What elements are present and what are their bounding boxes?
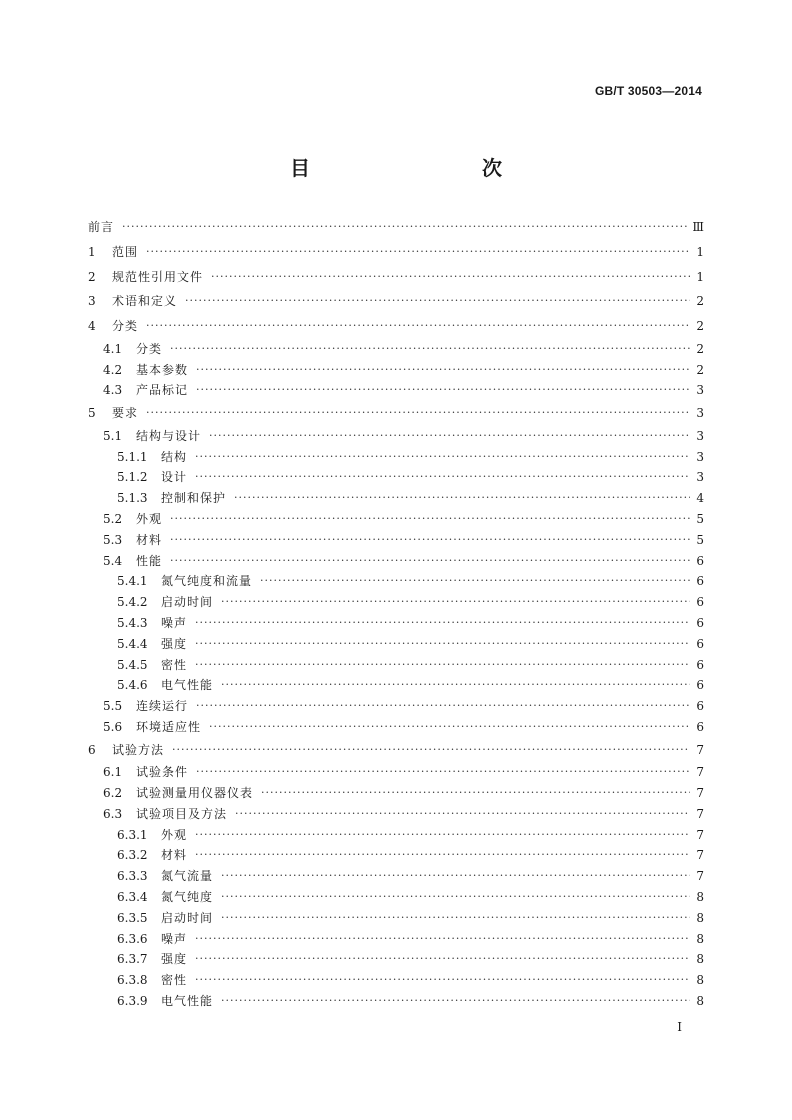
toc-entry-number: 5.4.1 [117,574,148,589]
toc-entry[interactable] [88,613,704,634]
toc-entry[interactable] [88,592,704,613]
toc-entry[interactable] [88,214,704,240]
toc-leader-dots [170,512,690,526]
toc-entry-label: 结构 [161,449,188,464]
toc-entry-number: 5.4.4 [117,636,148,651]
toc-entry-number: 5.4.6 [117,678,148,693]
toc-entry-label: 试验方法 [112,742,165,757]
toc-entry-label: 材料 [161,848,188,863]
toc-entry-number: 6.3.5 [117,910,148,925]
toc-leader-dots [221,678,690,692]
toc-entry-label: 分类 [112,319,139,334]
toc-entry-label: 规范性引用文件 [112,269,204,284]
toc-entry-label: 强度 [161,952,188,967]
page-folio: I [677,1020,682,1034]
toc-entry-label: 试验项目及方法 [136,806,228,821]
toc-entry-page: 2 [696,294,704,309]
toc-leader-dots [195,450,690,464]
toc-leader-dots [185,294,690,308]
toc-leader-dots [146,319,690,333]
toc-entry[interactable] [88,737,704,762]
toc-entry[interactable] [88,991,704,1012]
toc-entry[interactable] [88,970,704,991]
toc-leader-dots [260,574,690,588]
toc-leader-dots [195,470,690,484]
toc-entry-number: 6.3.1 [117,827,148,842]
toc-entry-page: 6 [696,595,704,610]
toc-entry-label: 环境适应性 [136,719,202,734]
toc-entry-number: 5.1.1 [117,449,148,464]
toc-entry-page: 1 [696,245,704,260]
toc-entry-page: 3 [696,406,704,421]
toc-leader-dots [195,973,690,987]
toc-entry-label: 试验条件 [136,765,189,780]
toc-entry[interactable] [88,446,704,467]
toc-entry-number: 6.3.7 [117,952,148,967]
toc-entry-number: 6.3.9 [117,994,148,1009]
toc-entry-page: 6 [696,657,704,672]
toc-leader-dots [170,342,690,356]
toc-entry[interactable] [88,380,704,401]
toc-entry-page: 4 [696,491,704,506]
toc-entry-page: 7 [696,827,704,842]
toc-entry-label: 控制和保护 [161,491,227,506]
toc-entry[interactable] [88,529,704,550]
toc-entry-label: 产品标记 [136,383,189,398]
toc-entry-page: 2 [696,341,704,356]
toc-entry-page: 2 [696,319,704,334]
toc-entry-label: 强度 [161,636,188,651]
toc-entry-number: 5.4.2 [117,595,148,610]
toc-leader-dots [221,595,690,609]
toc-leader-dots [209,720,690,734]
toc-leader-dots [170,533,690,547]
toc-entry-label: 噪声 [161,615,188,630]
toc-entry-label: 性能 [136,553,163,568]
toc-entry[interactable] [88,654,704,675]
toc-leader-dots [196,765,690,779]
toc-entry[interactable] [88,314,704,339]
toc-entry[interactable] [88,550,704,571]
toc-entry-page: 3 [696,383,704,398]
toc-entry-number: 3 [88,294,96,309]
toc-entry-label: 连续运行 [136,699,189,714]
toc-entry-page: 1 [696,269,704,284]
toc-entry-number: 1 [88,245,96,260]
toc-entry-number: 5.4.5 [117,657,148,672]
toc-entry[interactable] [88,240,704,265]
toc-leader-dots [235,807,690,821]
toc-entry[interactable] [88,717,704,738]
toc-leader-dots [195,828,690,842]
toc-entry-label: 分类 [136,341,163,356]
toc-entry-number: 4.1 [103,341,123,356]
toc-leader-dots [196,363,690,377]
toc-leader-dots [209,429,690,443]
toc-entry-number: 6.3.6 [117,931,148,946]
toc-entry-page: 3 [696,428,704,443]
toc-entry-number: 5.4 [103,553,123,568]
toc-entry-page: 7 [696,869,704,884]
toc-entry-number: 5.3 [103,532,123,547]
toc-entry-page: 8 [696,952,704,967]
toc-entry[interactable] [88,425,704,446]
toc-entry-label: 电气性能 [161,678,214,693]
toc-entry-page: 6 [696,553,704,568]
toc-entry-page: 8 [696,890,704,905]
toc-entry[interactable] [88,571,704,592]
toc-entry-label: 启动时间 [161,910,214,925]
toc-entry[interactable] [88,338,704,359]
toc-entry-number: 5 [88,406,96,421]
toc-leader-dots [211,270,690,284]
toc-entry-number: 5.5 [103,699,123,714]
toc-entry[interactable] [88,359,704,380]
toc-leader-dots [195,848,690,862]
toc-entry-label: 前言 [88,220,115,234]
toc-entry[interactable] [88,467,704,488]
toc-entry-page: 7 [696,765,704,780]
toc-entry-label: 要求 [112,406,139,421]
toc-entry-label: 范围 [112,245,139,260]
toc-leader-dots [221,890,690,904]
toc-entry[interactable] [88,289,704,314]
toc-entry-number: 6.1 [103,765,123,780]
toc-entry-number: 5.2 [103,511,123,526]
toc-leader-dots [196,383,690,397]
toc-entry-page: 7 [696,806,704,821]
toc-entry-page: 7 [696,786,704,801]
toc-entry-number: 4.2 [103,362,123,377]
toc-leader-dots [122,220,688,234]
toc-entry-page: 6 [696,719,704,734]
toc-entry-label: 设计 [161,470,188,485]
toc-entry-number: 6.2 [103,786,123,801]
toc-entry-label: 外观 [161,827,188,842]
toc-entry-number: 6.3 [103,806,123,821]
toc-entry-label: 密性 [161,657,188,672]
toc-entry-page: 7 [696,742,704,757]
toc-leader-dots [146,406,690,420]
toc-entry-label: 密性 [161,973,188,988]
toc-entry[interactable] [88,887,704,908]
toc-entry[interactable] [88,696,704,717]
toc-entry[interactable] [88,401,704,426]
toc-entry-page: 6 [696,678,704,693]
toc-entry[interactable] [88,928,704,949]
toc-entry[interactable] [88,845,704,866]
toc-entry-label: 氮气流量 [161,869,214,884]
toc-leader-dots [221,911,690,925]
toc-entry-number: 5.1.3 [117,491,148,506]
toc-entry[interactable] [88,866,704,887]
toc-leader-dots [221,869,690,883]
toc-entry-page: 3 [696,449,704,464]
toc-entry-label: 氮气纯度 [161,890,214,905]
standard-number: GB/T 30503—2014 [594,84,702,98]
toc-entry-page: Ⅲ [692,220,704,234]
toc-entry[interactable] [88,824,704,845]
toc-entry-label: 材料 [136,532,163,547]
toc-leader-dots [261,786,690,800]
toc-entry-page: 8 [696,910,704,925]
toc-entry-page: 7 [696,848,704,863]
toc-leader-dots [234,491,690,505]
toc-leader-dots [221,994,690,1008]
toc-entry-number: 5.1.2 [117,470,148,485]
toc-entry-number: 6.3.4 [117,890,148,905]
toc-leader-dots [146,245,690,259]
toc-entry[interactable] [88,488,704,509]
toc-entry-number: 5.1 [103,428,123,443]
toc-entry[interactable] [88,675,704,696]
toc-entry-label: 氮气纯度和流量 [161,574,253,589]
toc-entry-label: 外观 [136,511,163,526]
toc-leader-dots [195,932,690,946]
toc-entry-page: 6 [696,615,704,630]
toc-entry-page: 6 [696,574,704,589]
toc-entry-label: 术语和定义 [112,294,178,309]
toc-entry-number: 5.4.3 [117,615,148,630]
toc-entry[interactable] [88,783,704,804]
toc-leader-dots [195,616,690,630]
toc-leader-dots [195,658,690,672]
toc-entry-label: 噪声 [161,931,188,946]
toc-entry-page: 5 [696,511,704,526]
toc-leader-dots [170,554,690,568]
toc-entry-page: 8 [696,931,704,946]
toc-leader-dots [195,637,690,651]
toc-entry-number: 6.3.8 [117,973,148,988]
toc-entry-label: 启动时间 [161,595,214,610]
toc-entry-page: 5 [696,532,704,547]
toc-entry-number: 5.6 [103,719,123,734]
toc-entry[interactable] [88,949,704,970]
toc-entry-page: 2 [696,362,704,377]
toc-entry-label: 电气性能 [161,994,214,1009]
page-title: 目 次 [290,156,546,180]
toc-entry-number: 4.3 [103,383,123,398]
table-of-contents [88,214,704,1011]
toc-entry-number: 4 [88,319,96,334]
toc-entry-page: 3 [696,470,704,485]
toc-entry-page: 8 [696,994,704,1009]
toc-entry-page: 6 [696,636,704,651]
toc-entry-number: 2 [88,269,96,284]
toc-entry[interactable] [88,265,704,290]
toc-leader-dots [195,952,690,966]
toc-leader-dots [196,699,690,713]
toc-entry[interactable] [88,762,704,783]
toc-entry-label: 结构与设计 [136,428,202,443]
toc-entry[interactable] [88,509,704,530]
toc-leader-dots [172,743,690,757]
toc-entry-number: 6.3.3 [117,869,148,884]
toc-entry[interactable] [88,907,704,928]
toc-entry-number: 6.3.2 [117,848,148,863]
toc-entry[interactable] [88,804,704,825]
toc-entry-label: 试验测量用仪器仪表 [136,786,254,801]
toc-entry-page: 8 [696,973,704,988]
toc-entry-page: 6 [696,699,704,714]
toc-entry-label: 基本参数 [136,362,189,377]
toc-entry-number: 6 [88,742,96,757]
toc-entry[interactable] [88,633,704,654]
